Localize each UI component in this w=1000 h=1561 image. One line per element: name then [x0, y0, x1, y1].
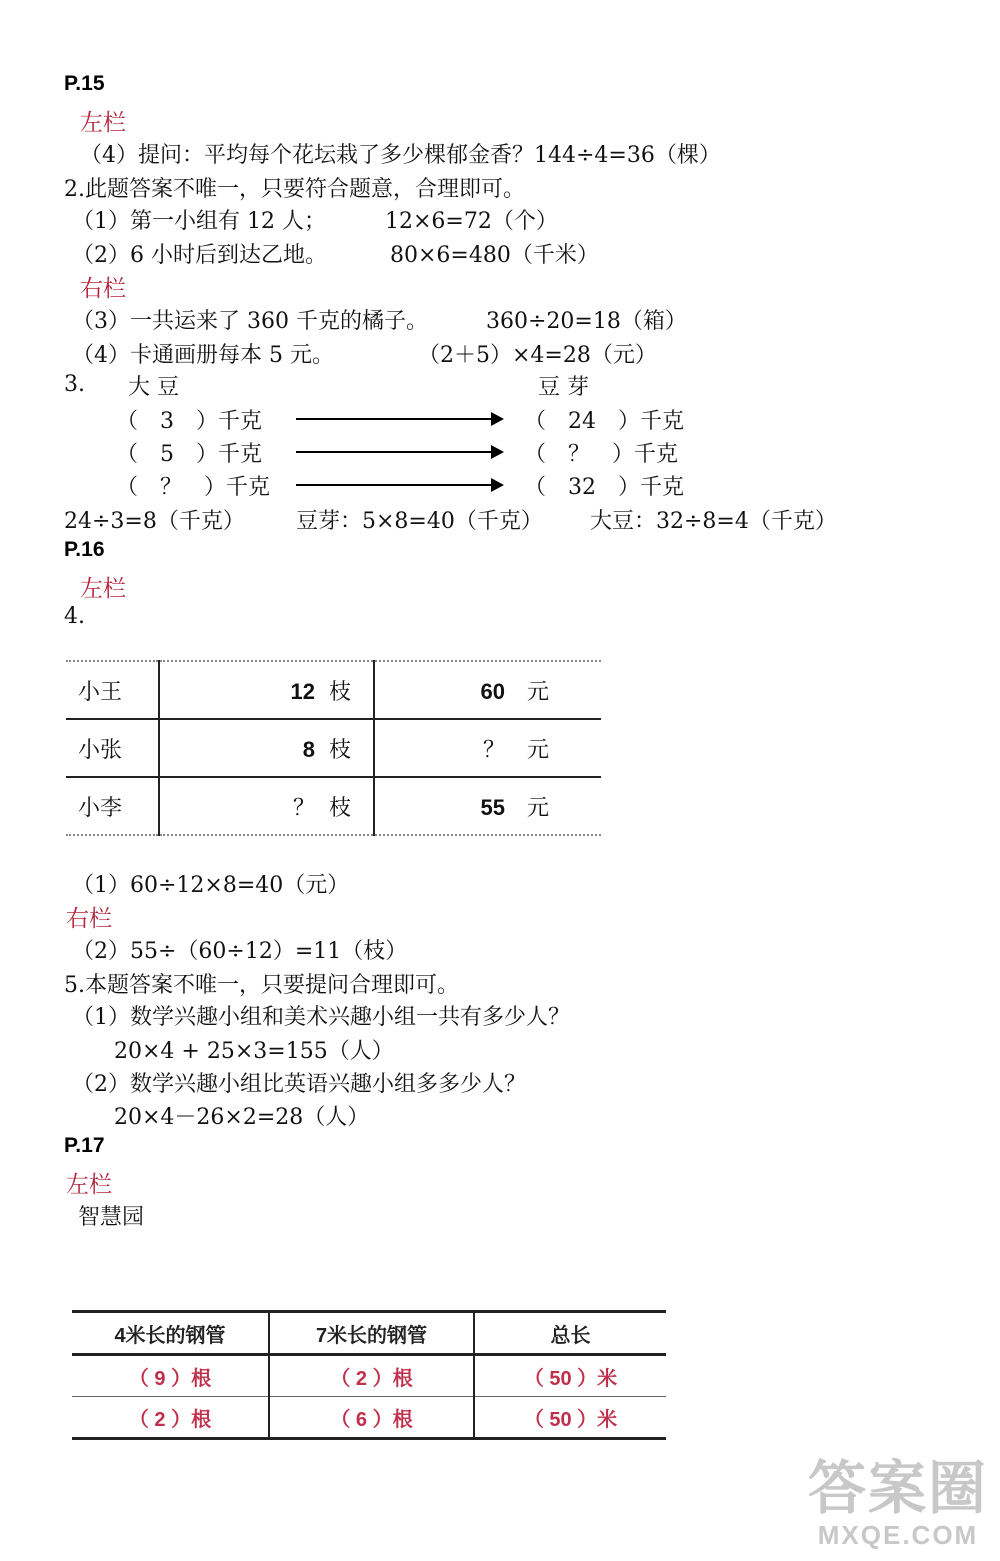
name-cell: 小张 — [66, 719, 159, 777]
table-cell: （ 9 ）根 — [72, 1355, 269, 1397]
sprout-row: （ 24 ）千克 — [524, 409, 684, 434]
answer-formula: （1）60÷12×8=40（元） — [72, 873, 350, 898]
soybean-heading: 大 豆 — [128, 375, 179, 400]
page-number-17: P.17 — [64, 1134, 105, 1157]
page-number-15: P.15 — [64, 72, 105, 95]
answer-formula: 24÷3=8（千克） — [64, 509, 245, 534]
answer-line: （1）数学兴趣小组和美术兴趣小组一共有多少人？ — [72, 1005, 570, 1030]
price-cell: 60 元 — [374, 661, 601, 719]
purchase-table — [66, 660, 601, 836]
question-2-heading: 2.此题答案不唯一，只要符合题意，合理即可。 — [64, 177, 525, 202]
table-row — [66, 719, 601, 777]
sprout-row: （ 32 ）千克 — [524, 475, 684, 500]
column-header: 7米长的钢管 — [269, 1312, 474, 1355]
price-cell: 55 元 — [374, 777, 601, 835]
answer-formula: 360÷20=18（箱） — [486, 309, 687, 334]
soybean-row: （ 5 ）千克 — [116, 442, 262, 467]
answer-formula: 豆芽：5×8=40（千克） — [296, 509, 543, 534]
left-column-label: 左栏 — [80, 576, 126, 602]
answer-line: （4）卡通画册每本 5 元。 — [72, 343, 334, 368]
answer-formula: （2＋5）×4=28（元） — [418, 343, 657, 368]
answer-formula: 20×4 + 25×3=155（人） — [114, 1039, 394, 1064]
table-cell: （ 50 ）米 — [523, 1367, 618, 1390]
column-header: 4米长的钢管 — [72, 1312, 269, 1355]
answer-formula: （2）55÷（60÷12）=11（枝） — [72, 939, 408, 964]
question-5-heading: 5.本题答案不唯一，只要提问合理即可。 — [64, 973, 459, 998]
answer-formula: 12×6=72（个） — [385, 209, 558, 234]
left-column-label: 左栏 — [80, 110, 126, 136]
answer-line: （3）一共运来了 360 千克的橘子。 — [72, 309, 428, 334]
answer-line: （4）提问：平均每个花坛栽了多少棵郁金香？144÷4=36（棵） — [80, 143, 721, 168]
answer-line: （2）数学兴趣小组比英语兴趣小组多多少人？ — [72, 1072, 526, 1097]
soybean-row: （ 3 ）千克 — [116, 409, 262, 434]
table-header-row — [72, 1312, 666, 1355]
arrow-icon — [296, 451, 502, 453]
right-column-label: 右栏 — [66, 906, 112, 932]
table-row — [72, 1355, 666, 1397]
answer-line: （2）6 小时后到达乙地。 — [72, 243, 327, 268]
watermark-logo: 答案圈 MXQE.COM — [807, 1456, 988, 1550]
bean-sprout-heading: 豆 芽 — [538, 375, 589, 400]
answer-formula: 80×6=480（千米） — [390, 243, 599, 268]
arrow-icon — [296, 418, 502, 420]
answer-line: （1）第一小组有 12 人； — [72, 209, 326, 234]
quantity-cell: 12 枝 — [159, 661, 374, 719]
answer-formula: 20×4－26×2=28（人） — [114, 1105, 370, 1130]
table-row — [66, 777, 601, 835]
soybean-row: （ ？ ）千克 — [116, 475, 271, 500]
steel-pipe-table — [72, 1310, 666, 1440]
name-cell: 小王 — [66, 661, 159, 719]
price-cell: ？ 元 — [374, 719, 601, 777]
column-header: 总长 — [474, 1312, 666, 1355]
answer-formula: 大豆：32÷8=4（千克） — [590, 509, 837, 534]
table-row — [66, 661, 601, 719]
sprout-row: （ ？ ）千克 — [524, 442, 679, 467]
table-cell: （ 50 ）米 — [474, 1397, 666, 1439]
right-column-label: 右栏 — [80, 276, 126, 302]
quantity-cell: 8 枝 — [159, 719, 374, 777]
quantity-cell: ？ 枝 — [159, 777, 374, 835]
question-3-number: 3. — [64, 372, 85, 397]
left-column-label: 左栏 — [66, 1172, 112, 1198]
table-cell: （ 2 ）根 — [269, 1355, 474, 1397]
page-number-16: P.16 — [64, 538, 105, 561]
table-cell: （ 2 ）根 — [72, 1397, 269, 1439]
section-title: 智慧园 — [78, 1205, 145, 1230]
table-cell: （ 6 ）根 — [269, 1397, 474, 1439]
question-4-number: 4. — [64, 604, 85, 629]
name-cell: 小李 — [66, 777, 159, 835]
arrow-icon — [296, 484, 502, 486]
table-row — [72, 1397, 666, 1439]
